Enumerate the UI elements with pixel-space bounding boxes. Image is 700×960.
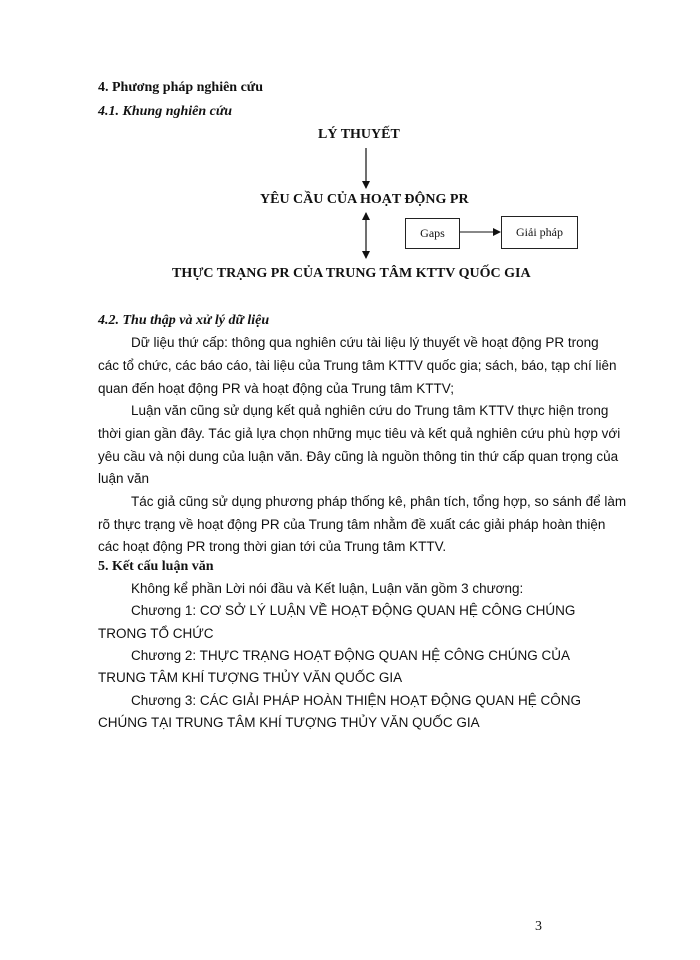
chapter-2-line: Chương 2: THỰC TRẠNG HOẠT ĐỘNG QUAN HỆ CÔNG CHÚNG CỦA bbox=[131, 648, 570, 663]
body-line: quan đến hoạt động PR và hoạt động của Trung tâm KTTV; bbox=[98, 381, 454, 396]
body-line: rõ thực trạng về hoạt động PR của Trung tâm nhằm đề xuất các giải pháp hoàn thiện bbox=[98, 517, 606, 532]
body-line: các tổ chức, các báo cáo, tài liệu của Trung tâm KTTV quốc gia; sách, báo, tạp chí liên bbox=[98, 358, 617, 373]
body-line: Không kể phần Lời nói đầu và Kết luận, Luận văn gồm 3 chương: bbox=[131, 581, 524, 596]
section-5-heading: 5. Kết cấu luận văn bbox=[98, 559, 214, 574]
body-line: yêu cầu và nội dung của luận văn. Đây cũng là nguồn thông tin thứ cấp quan trọng của bbox=[98, 449, 619, 464]
gaps-box: Gaps bbox=[405, 218, 460, 249]
diagram-reality-label: THỰC TRẠNG PR CỦA TRUNG TÂM KTTV QUỐC GIA bbox=[172, 266, 531, 281]
chapter-3-line: Chương 3: CÁC GIẢI PHÁP HOÀN THIỆN HOẠT ĐỘNG QUAN HỆ CÔNG bbox=[131, 693, 581, 708]
page-number: 3 bbox=[535, 919, 542, 934]
chapter-3-line: CHÚNG TẠI TRUNG TÂM KHÍ TƯỢNG THỦY VĂN QUỐC GIA bbox=[98, 715, 480, 730]
body-line: luận văn bbox=[98, 471, 150, 486]
section-4-1-heading: 4.1. Khung nghiên cứu bbox=[98, 104, 233, 119]
section-4-2-heading: 4.2. Thu thập và xử lý dữ liệu bbox=[98, 313, 270, 328]
body-line: Luận văn cũng sử dụng kết quả nghiên cứu do Trung tâm KTTV thực hiện trong bbox=[131, 403, 609, 418]
body-line: các hoạt động PR trong thời gian tới của Trung tâm KTTV. bbox=[98, 539, 447, 554]
solution-box: Giải pháp bbox=[501, 216, 578, 249]
chapter-1-line: TRONG TỔ CHỨC bbox=[98, 626, 214, 641]
chapter-2-line: TRUNG TÂM KHÍ TƯỢNG THỦY VĂN QUỐC GIA bbox=[98, 670, 403, 685]
body-line: thời gian gần đây. Tác giả lựa chọn những mục tiêu và kết quả nghiên cứu phù hợp với bbox=[98, 426, 621, 441]
chapter-1-line: Chương 1: CƠ SỞ LÝ LUẬN VỀ HOẠT ĐỘNG QUAN HỆ CÔNG CHÚNG bbox=[131, 603, 576, 618]
diagram-requirement-label: YÊU CẦU CỦA HOẠT ĐỘNG PR bbox=[260, 192, 469, 207]
body-line: Tác giả cũng sử dụng phương pháp thống kê, phân tích, tổng hợp, so sánh để làm bbox=[131, 494, 627, 509]
body-line: Dữ liệu thứ cấp: thông qua nghiên cứu tài liệu lý thuyết về hoạt động PR trong bbox=[131, 335, 599, 350]
section-4-heading: 4. Phương pháp nghiên cứu bbox=[98, 80, 263, 95]
diagram-theory-label: LÝ THUYẾT bbox=[318, 127, 400, 142]
diagram-arrows bbox=[0, 0, 700, 300]
